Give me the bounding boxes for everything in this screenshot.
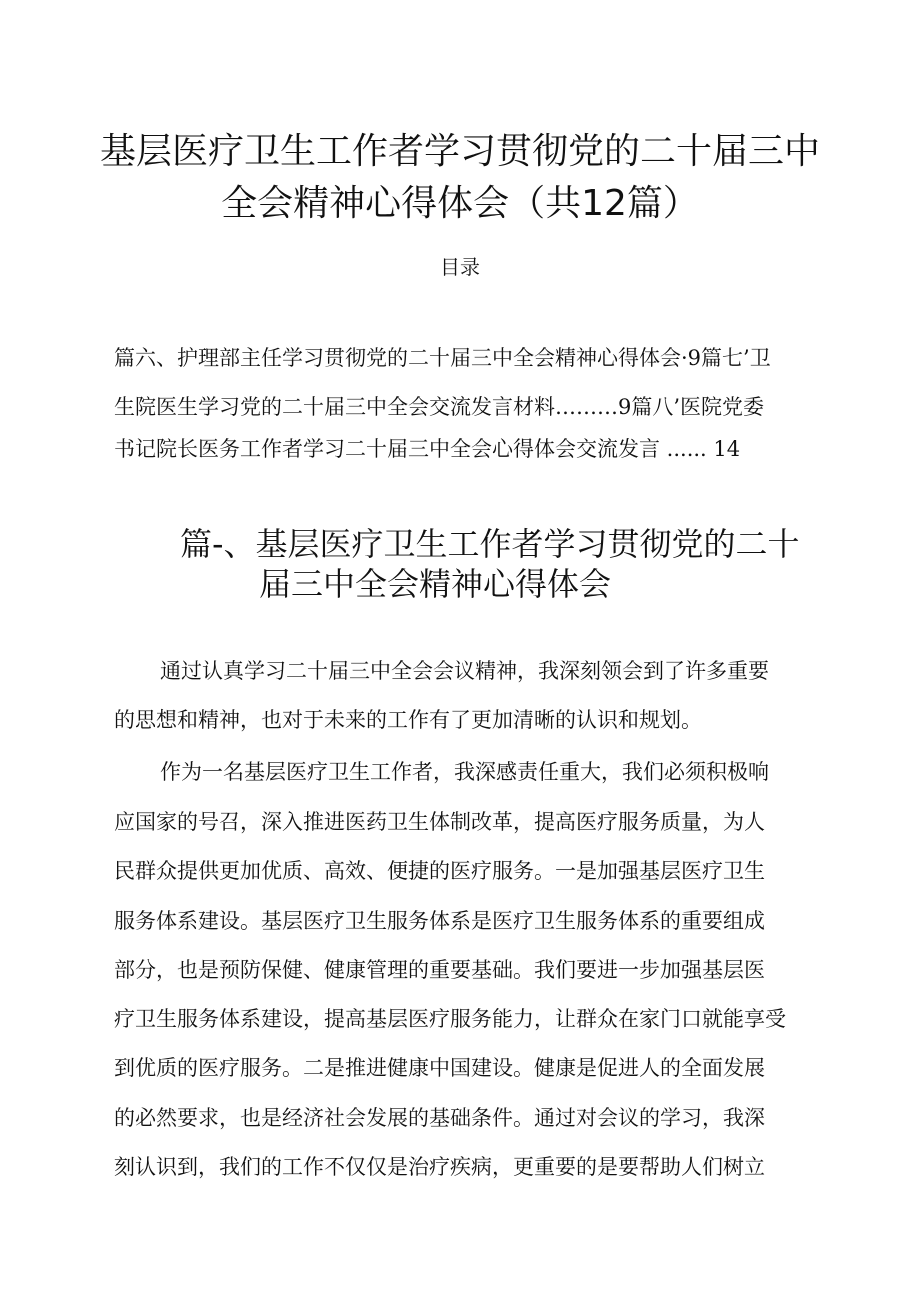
toc-heading: 目录 [440, 255, 480, 279]
section-title-line-2: 届三中全会精神心得体会 [259, 565, 612, 603]
paragraph-line: 刻认识到，我们的工作不仅仅是治疗疾病，更重要的是要帮助人们树立 [114, 1155, 765, 1179]
toc-entry-line[interactable]: 书记院长医务工作者学习二十届三中全会心得体会交流发言 ...... 14 [114, 437, 741, 461]
paragraph-line: 作为一名基层医疗卫生工作者，我深感责任重大，我们必须积极响 [160, 760, 769, 784]
paragraph-line: 的必然要求，也是经济社会发展的基础条件。通过对会议的学习，我深 [114, 1106, 765, 1130]
paragraph-line: 通过认真学习二十届三中全会会议精神，我深刻领会到了许多重要 [160, 659, 769, 683]
paragraph-line: 到优质的医疗服务。二是推进健康中国建设。健康是促进人的全面发展 [114, 1056, 765, 1080]
toc-entry-line[interactable]: 篇六、护理部主任学习贯彻党的二十届三中全会精神心得体会·9篇七’卫 [114, 346, 771, 370]
section-title-line-1: 篇-、基层医疗卫生工作者学习贯彻党的二十 [180, 525, 800, 563]
paragraph-line: 服务体系建设。基层医疗卫生服务体系是医疗卫生服务体系的重要组成 [114, 909, 765, 933]
toc-entry-line[interactable]: 生院医生学习党的二十届三中全会交流发言材料………9篇八’医院党委 [114, 395, 765, 419]
paragraph-line: 的思想和精神，也对于未来的工作有了更加清晰的认识和规划。 [114, 708, 702, 732]
paragraph-line: 民群众提供更加优质、高效、便捷的医疗服务。一是加强基层医疗卫生 [114, 859, 765, 883]
paragraph-line: 应国家的号召，深入推进医药卫生体制改革，提高医疗服务质量，为人 [114, 810, 765, 834]
paragraph-line: 疗卫生服务体系建设，提高基层医疗服务能力，让群众在家门口就能享受 [114, 1007, 786, 1031]
paragraph-line: 部分，也是预防保健、健康管理的重要基础。我们要进一步加强基层医 [114, 958, 765, 982]
document-title-line-2: 全会精神心得体会（共12篇） [221, 183, 699, 224]
document-title-line-1: 基层医疗卫生工作者学习贯彻党的二十届三中 [100, 131, 821, 172]
